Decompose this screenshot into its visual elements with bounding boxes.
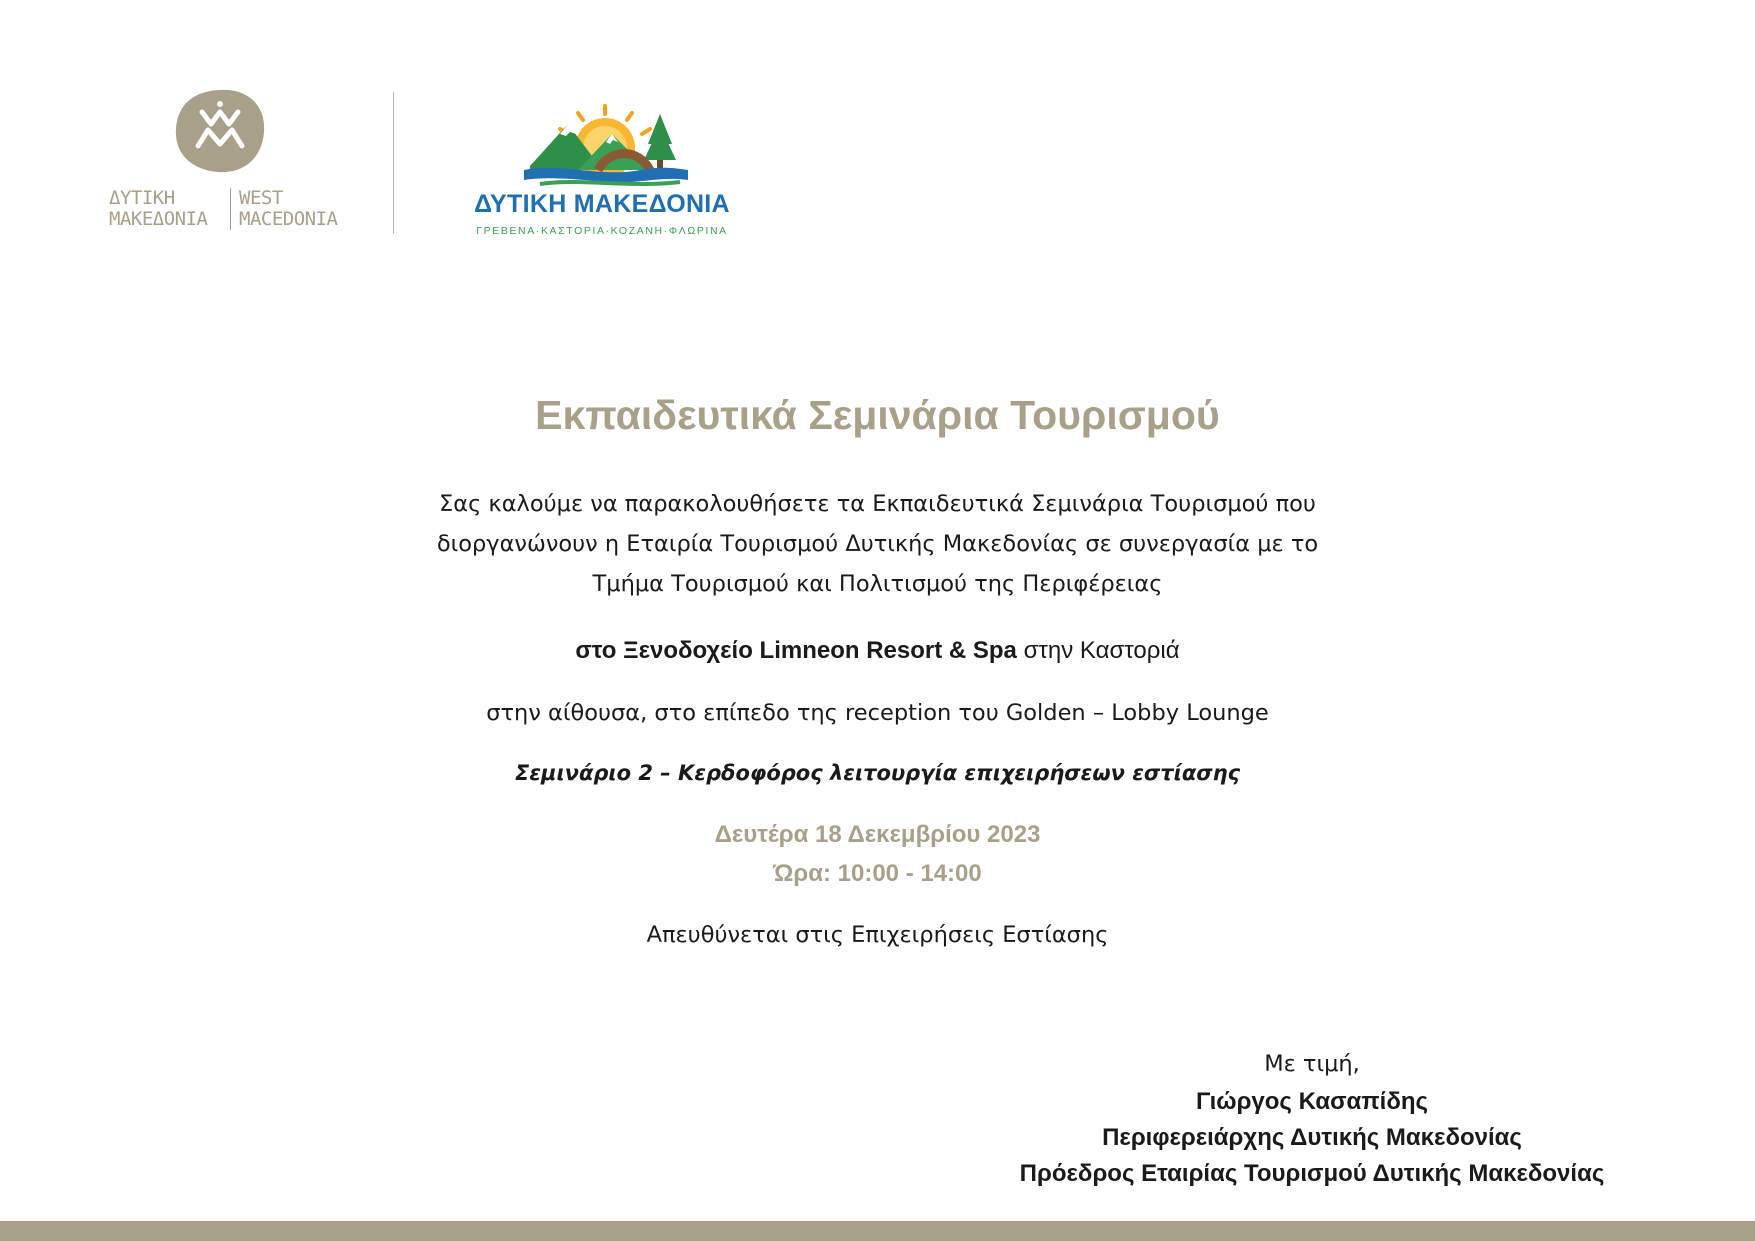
venue-line [0, 637, 1755, 665]
intro-line-2: διοργανώνουν η Εταιρία Τουρισμού Δυτικής Μακεδονίας σε συνεργασία με το [436, 531, 1319, 557]
event-date: Δευτέρα 18 Δεκεμβρίου 2023 [714, 821, 1041, 848]
logo-greek-line2: ΜΑΚΕΔΟΝΙΑ [109, 208, 208, 230]
footer-bar [0, 1221, 1755, 1241]
event-time: Ώρα: 10:00 - 14:00 [773, 860, 982, 887]
west-macedonia-greek-text [109, 188, 207, 230]
intro-line-3: Τμήμα Τουρισμού και Πολιτισμού της Περιφέρειας [592, 571, 1163, 597]
dytiki-makedonia-logo [462, 104, 742, 244]
logo-greek-line1: ΔΥΤΙΚΗ [109, 187, 175, 209]
room-line: στην αίθουσα, στο επίπεδο της reception του Golden – Lobby Lounge [486, 700, 1269, 726]
signature-closing: Με τιμή, [1264, 1051, 1360, 1077]
venue-city: στην Καστοριά [1023, 637, 1180, 664]
signature-role-1: Περιφερειάρχης Δυτικής Μακεδονίας [1102, 1124, 1522, 1151]
venue-hotel: στο Ξενοδοχείο Limneon Resort & Spa [575, 637, 1017, 664]
seminar-title: Σεμινάριο 2 – Κερδοφόρος λειτουργία επιχειρήσεων εστίασης [514, 761, 1241, 785]
audience-line: Απευθύνεται στις Επιχειρήσεις Εστίασης [646, 922, 1109, 948]
mountains-sun-landscape-icon [520, 104, 690, 188]
signature-name: Γιώργος Κασαπίδης [1195, 1088, 1429, 1115]
dytiki-makedonia-subtitle: ΓΡΕΒΕΝΑ·ΚΑΣΤΟΡΙΑ·ΚΟΖΑΝΗ·ΦΛΩΡΙΝΑ [476, 225, 728, 237]
logo-english-line2: MACEDONIA [239, 208, 338, 230]
west-macedonia-emblem-icon [172, 88, 268, 174]
west-macedonia-logo [105, 88, 338, 238]
signature-role-2: Πρόεδρος Εταιρίας Τουρισμού Δυτικής Μακεδονίας [1019, 1160, 1605, 1187]
logo-english-line1: WEST [239, 187, 283, 209]
west-macedonia-english-text [230, 188, 337, 230]
intro-line-1: Σας καλούμε να παρακολουθήσετε τα Εκπαιδευτικά Σεμινάρια Τουρισμού που [439, 491, 1316, 517]
page-title: Εκπαιδευτικά Σεμινάρια Τουρισμού [535, 392, 1220, 438]
logo-divider [393, 92, 394, 234]
dytiki-makedonia-title: ΔΥΤΙΚΗ ΜΑΚΕΔΟΝΙΑ [474, 190, 730, 218]
intro-paragraph [0, 484, 1755, 604]
